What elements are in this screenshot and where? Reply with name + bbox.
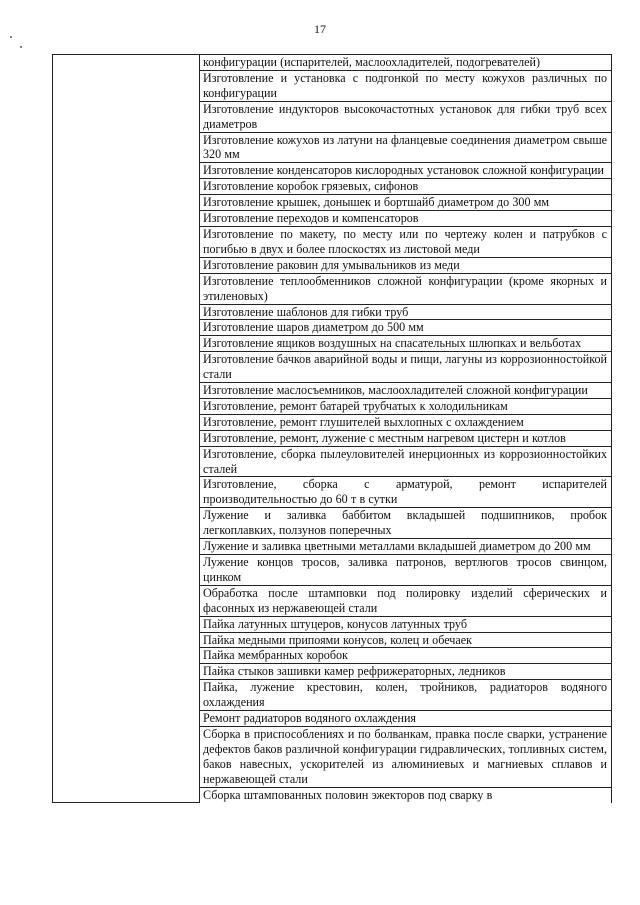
table-cell: Лужение концов тросов, заливка патронов, вертлюгов тросов свинцом, цинком — [200, 555, 612, 586]
table-cell: Лужение и заливка баббитом вкладышей подшипников, пробок легкоплавких, ползунов поперечных — [200, 508, 612, 539]
table-cell: Изготовление ящиков воздушных на спасательных шлюпках и вельботах — [200, 336, 612, 352]
table-cell: Обработка после штамповки под полировку изделий сферических и фасонных из нержавеющей стали — [200, 585, 612, 616]
table-cell: Изготовление, сборка пылеуловителей инерционных из коррозионностойких сталей — [200, 446, 612, 477]
table-cell: Изготовление, ремонт батарей трубчатых к холодильникам — [200, 398, 612, 414]
empty-left-column — [53, 55, 200, 803]
table-cell: Изготовление индукторов высокочастотных установок для гибки труб всех диаметров — [200, 101, 612, 132]
table-cell: Изготовление шаблонов для гибки труб — [200, 304, 612, 320]
table-cell: Изготовление, ремонт, лужение с местным нагревом цистерн и котлов — [200, 430, 612, 446]
table-cell: Изготовление бачков аварийной воды и пищи, лагуны из коррозионностойкой стали — [200, 352, 612, 383]
table-cell: Сборка в приспособлениях и по болванкам, правка после сварки, устранение дефектов баков различной конфигурации гидравлических, топливных систем, баков навесных, ускорителей из алюминиевых и магниевых сплавов и нержавеющей стали — [200, 726, 612, 787]
table-row — [53, 55, 612, 71]
table-cell: Изготовление конденсаторов кислородных установок сложной конфигурации — [200, 163, 612, 179]
table-cell: Пайка мембранных коробок — [200, 648, 612, 664]
table-cell: Изготовление переходов и компенсаторов — [200, 211, 612, 227]
table-cell: Изготовление, сборка с арматурой, ремонт испарителей производительностью до 60 т в сутки — [200, 477, 612, 508]
table-cell: Ремонт радиаторов водяного охлаждения — [200, 711, 612, 727]
table-cell: Пайка латунных штуцеров, конусов латунных труб — [200, 616, 612, 632]
work-list-table — [52, 54, 612, 803]
scan-speck — [20, 46, 22, 48]
table-cell: Сборка штампованных половин эжекторов под сварку в — [200, 787, 612, 802]
page-number: 17 — [314, 22, 326, 36]
table-cell: Изготовление крышек, донышек и бортшайб диаметром до 300 мм — [200, 195, 612, 211]
table-cell: Изготовление теплообменников сложной конфигурации (кроме якорных и этиленовых) — [200, 273, 612, 304]
table-cell: Изготовление раковин для умывальников из меди — [200, 257, 612, 273]
table-cell: Изготовление шаров диаметром до 500 мм — [200, 320, 612, 336]
table-cell: Изготовление по макету, по месту или по чертежу колен и патрубков с погибью в двух и более плоскостях из листовой меди — [200, 226, 612, 257]
table-cell: Пайка медными припоями конусов, колец и обечаек — [200, 632, 612, 648]
scan-speck — [10, 36, 12, 38]
table-cell: конфигурации (испарителей, маслоохладителей, подогревателей) — [200, 55, 612, 71]
table-cell: Пайка, лужение крестовин, колен, тройников, радиаторов водяного охлаждения — [200, 680, 612, 711]
table-cell: Лужение и заливка цветными металлами вкладышей диаметром до 200 мм — [200, 539, 612, 555]
table-cell: Изготовление, ремонт глушителей выхлопных с охлаждением — [200, 414, 612, 430]
table-cell: Изготовление маслосъемников, маслоохладителей сложной конфигурации — [200, 383, 612, 399]
table-cell: Изготовление кожухов из латуни на фланцевые соединения диаметром свыше 320 мм — [200, 132, 612, 163]
table-cell: Пайка стыков зашивки камер рефрижераторных, ледников — [200, 664, 612, 680]
table-cell: Изготовление коробок грязевых, сифонов — [200, 179, 612, 195]
table-cell: Изготовление и установка с подгонкой по месту кожухов различных по конфигурации — [200, 70, 612, 101]
